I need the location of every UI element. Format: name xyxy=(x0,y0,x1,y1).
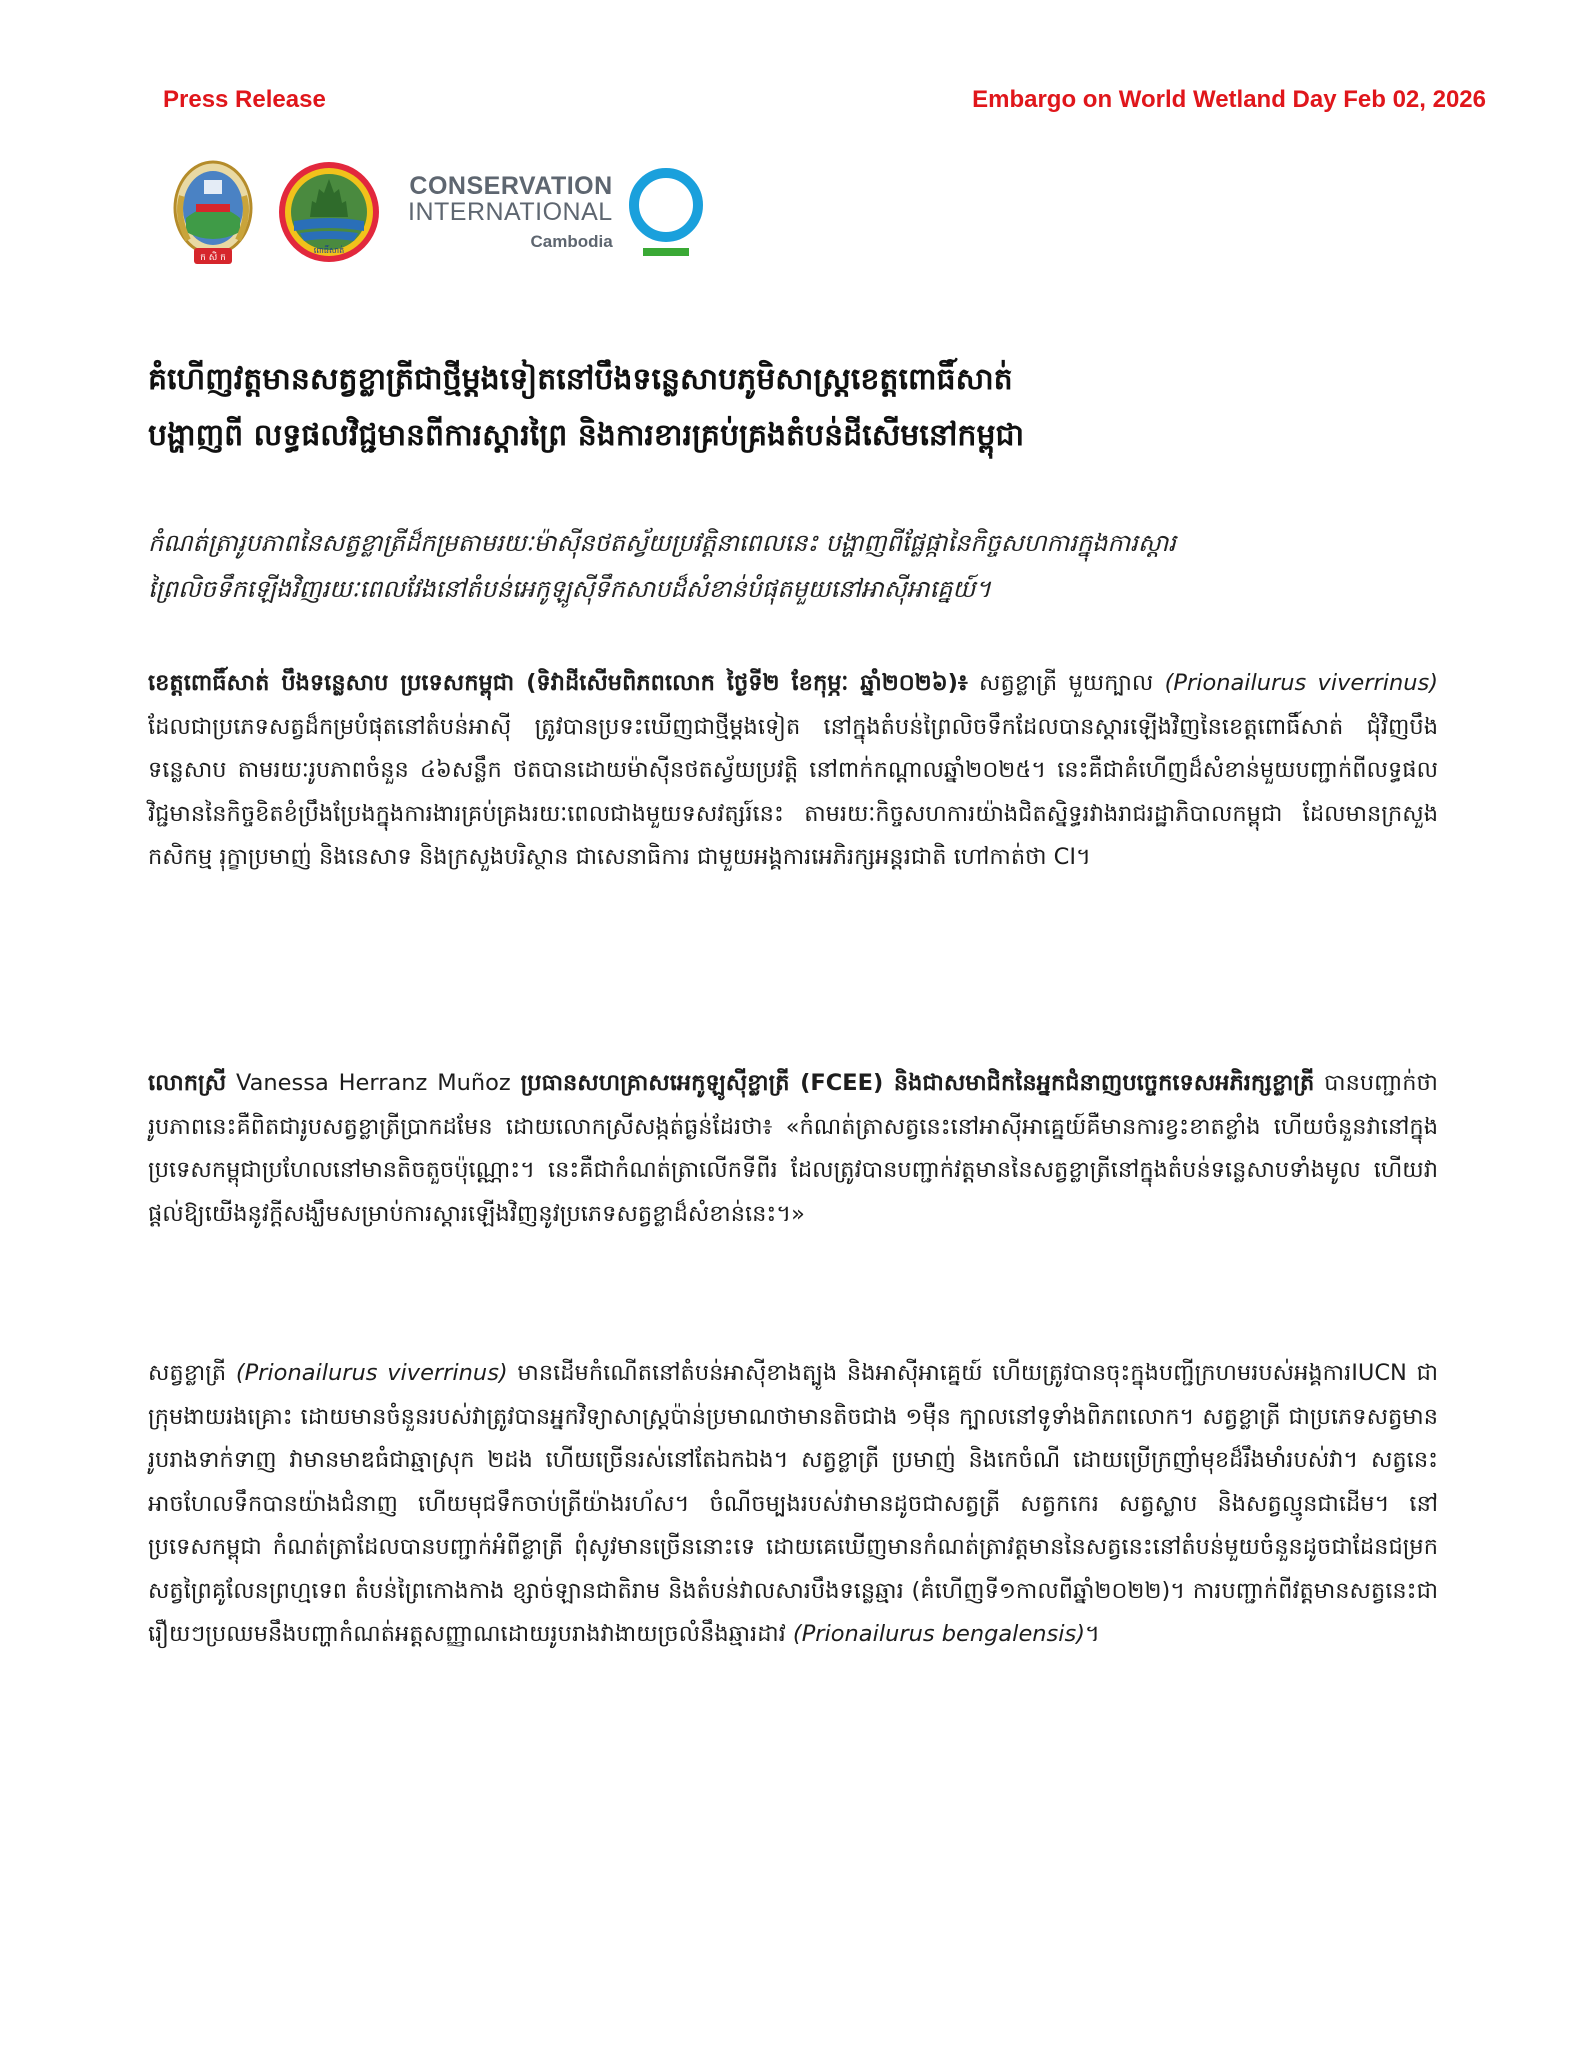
paragraph-2 xyxy=(148,1062,1438,1236)
ministry-agriculture-seal-logo xyxy=(172,156,254,268)
press-release-label: Press Release xyxy=(163,86,326,113)
ministry-seal-text: ក សិ ក xyxy=(200,253,226,263)
dateline: ខេត្តពោធិ៍សាត់ បឹងទន្លេសាប ប្រទេសកម្ពុជា (ទិវាដីសើមពិភពលោក ថ្ងៃទី២ ខែកុម្ភៈ ឆ្នាំ២០២៦)៖ xyxy=(148,670,968,696)
header-row xyxy=(163,86,1486,114)
species-name: (Prionailurus viverrinus) xyxy=(1164,670,1438,696)
subheadline-line2: ព្រៃលិចទឹកឡើងវិញរយៈពេលវែងនៅតំបន់អេកូឡូស៊ីទឹកសាបដ៏សំខាន់បំផុតមួយនៅអាស៊ីអាគ្នេយ៍។ xyxy=(148,575,991,603)
ci-circle-icon xyxy=(625,164,707,260)
paragraph-1 xyxy=(148,662,1438,880)
provincial-seal-text: ពោធិ៍សាត់ xyxy=(313,246,345,255)
conservation-international-logo xyxy=(408,164,707,260)
paragraph-3-text-b: មានដើមកំណើតនៅតំបន់អាស៊ីខាងត្បូង និងអាស៊ីអាគ្នេយ៍ ហើយត្រូវបានចុះក្នុងបញ្ជីក្រហមរបស់អង្គការIUCN ជាក្រុមងាយរងគ្រោះ ដោយមានចំនួនរបស់វាត្រូវបានអ្នកវិទ្យាសាស្ត្រប៉ាន់ប្រមាណថាមានតិចជាង ១ម៉ឺន ក្បាលនៅទូទាំងពិភពលោក។ សត្វខ្លាត្រី ជាប្រភេទសត្វមានរូបរាងទាក់ទាញ វាមានមាឌធំជាឆ្មាស្រុក ២ដង ហើយច្រើនរស់នៅតែឯកឯង។ សត្វខ្លាត្រី ប្រមាញ់ និងកេចំណី ដោយប្រើក្រញាំមុខដ៏រឹងមាំរបស់វា។ សត្វនេះអាចហែលទឹកបានយ៉ាងជំនាញ ហើយមុជទឹកចាប់ត្រីយ៉ាងរហ័ស។ ចំណីចម្បងរបស់វាមានដូចជាសត្វត្រី សត្វកកេរ សត្វស្លាប និងសត្វល្មូនជាដើម។ នៅប្រទេសកម្ពុជា កំណត់ត្រាដែលបានបញ្ជាក់អំពីខ្លាត្រី ពុំសូវមានច្រើននោះទេ ដោយគេឃើញមានកំណត់ត្រាវត្តមាននៃសត្វនេះនៅតំបន់មួយចំនួនដូចជាដែនជម្រកសត្វព្រៃគូលែនព្រហ្មទេព តំបន់ព្រៃកោងកាង ខ្សាច់ឡានជាតិរាម និងតំបន់វាលសារបឹងទន្លេឆ្មារ (គំហើញទី១កាលពីឆ្នាំ២០២២)។ ការបញ្ជាក់ពីវត្តមានសត្វនេះជារឿយៗប្រឈមនឹងបញ្ហាកំណត់អត្តសញ្ញាណដោយរូបរាងវាងាយច្រលំនឹងឆ្មារដាវ xyxy=(148,1360,1439,1647)
ci-line1: CONSERVATION xyxy=(409,171,613,200)
quote-text: បានបញ្ជាក់ថា រូបភាពនេះគឺពិតជារូបសត្វខ្លាត្រីប្រាកដមែន ដោយលោកស្រីសង្កត់ធ្ងន់ដែរថា៖ «កំណត់ត្រាសត្វនេះនៅអាស៊ីអាគ្នេយ៍គឺមានការខ្វះខាតខ្លាំង ហើយចំនួនវានៅក្នុងប្រទេសកម្ពុជាប្រហែលនៅមានតិចតួចប៉ុណ្ណោះ។ នេះគឺជាកំណត់ត្រាលើកទីពីរ ដែលត្រូវបានបញ្ជាក់វត្តមាននៃសត្វខ្លាត្រីនៅក្នុងតំបន់ទន្លេសាបទាំងមូល ហើយវាផ្តល់ឱ្យយើងនូវក្តីសង្ឃឹមសម្រាប់ការស្តារឡើងវិញនូវប្រភេទសត្វខ្លាដ៏សំខាន់នេះ។» xyxy=(148,1070,1438,1227)
paragraph-1-text-a: សត្វខ្លាត្រី មួយក្បាល xyxy=(967,670,1165,696)
species-name-2: (Prionailurus viverrinus) xyxy=(235,1360,508,1386)
ci-line2: INTERNATIONAL xyxy=(408,198,613,227)
logo-strip xyxy=(172,152,707,272)
speaker-role: ប្រធានសហគ្រាសអេកូឡូស៊ីខ្លាត្រី (FCEE) និងជាសមាជិកនៃអ្នកជំនាញបច្ចេកទេសអភិរក្សខ្លាត្រី xyxy=(520,1070,1315,1096)
paragraph-3-text-c: ។ xyxy=(1085,1621,1100,1647)
ci-wordmark xyxy=(408,173,613,251)
paragraph-3-text-a: សត្វខ្លាត្រី xyxy=(148,1360,236,1386)
paragraph-1-text-b: ដែលជាប្រភេទសត្វដ៏កម្របំផុតនៅតំបន់អាស៊ី ត្រូវបានប្រទះឃើញជាថ្មីម្តងទៀត នៅក្នុងតំបន់ព្រៃលិចទឹកដែលបានស្តារឡើងវិញនៃខេត្តពោធិ៍សាត់ ជុំវិញបឹងទន្លេសាប តាមរយៈរូបភាពចំនួន ៤៦សន្លឹក ថតបានដោយម៉ាស៊ីនថតស្វ័យប្រវត្តិ នៅពាក់កណ្តាលឆ្នាំ២០២៥។ នេះគឺជាគំហើញដ៏សំខាន់មួយបញ្ជាក់ពីលទ្ធផលវិជ្ជមាននៃកិច្ចខិតខំប្រឹងប្រែងក្នុងការងារគ្រប់គ្រងរយៈពេលជាងមួយទសវត្សរ៍នេះ តាមរយៈកិច្ចសហការយ៉ាងជិតស្និទ្ធរវាងរាជរដ្ឋាភិបាលកម្ពុជា ដែលមានក្រសួងកសិកម្ម រុក្ខាប្រមាញ់ និងនេសាទ និងក្រសួងបរិស្ថាន ជាសេនាធិការ ជាមួយអង្គការអេភិរក្សអន្តរជាតិ ហៅកាត់ថា CI។ xyxy=(148,713,1438,870)
embargo-label: Embargo on World Wetland Day Feb 02, 2026 xyxy=(972,86,1486,113)
paragraph-3 xyxy=(148,1352,1438,1657)
speaker-title: លោកស្រី xyxy=(148,1070,227,1096)
subheadline-line1: កំណត់ត្រារូបភាពនៃសត្វខ្លាត្រីដ៏កម្រតាមរយៈម៉ាស៊ីនថតស្វ័យប្រវត្តិនាពេលនេះ បង្ហាញពីផ្លែផ្កានៃកិច្ចសហការក្នុងការស្តារ xyxy=(148,529,1176,557)
headline-line1: គំហើញវត្តមានសត្វខ្លាត្រីជាថ្មីម្តងទៀតនៅបឹងទន្លេសាបភូមិសាស្ត្រខេត្តពោធិ៍សាត់ xyxy=(148,362,1013,397)
species-name-3: (Prionailurus bengalensis) xyxy=(792,1621,1086,1647)
headline xyxy=(148,352,1438,464)
subheadline xyxy=(148,520,1438,612)
speaker-name: Vanessa Herranz Muñoz xyxy=(226,1070,521,1096)
provincial-seal-logo xyxy=(276,159,382,265)
headline-line2: បង្ហាញពី លទ្ធផលវិជ្ជមានពីការស្តារព្រៃ និងការខារគ្រប់គ្រងតំបន់ដីសើមនៅកម្ពុជា xyxy=(148,418,1025,453)
ci-line3: Cambodia xyxy=(530,232,613,252)
